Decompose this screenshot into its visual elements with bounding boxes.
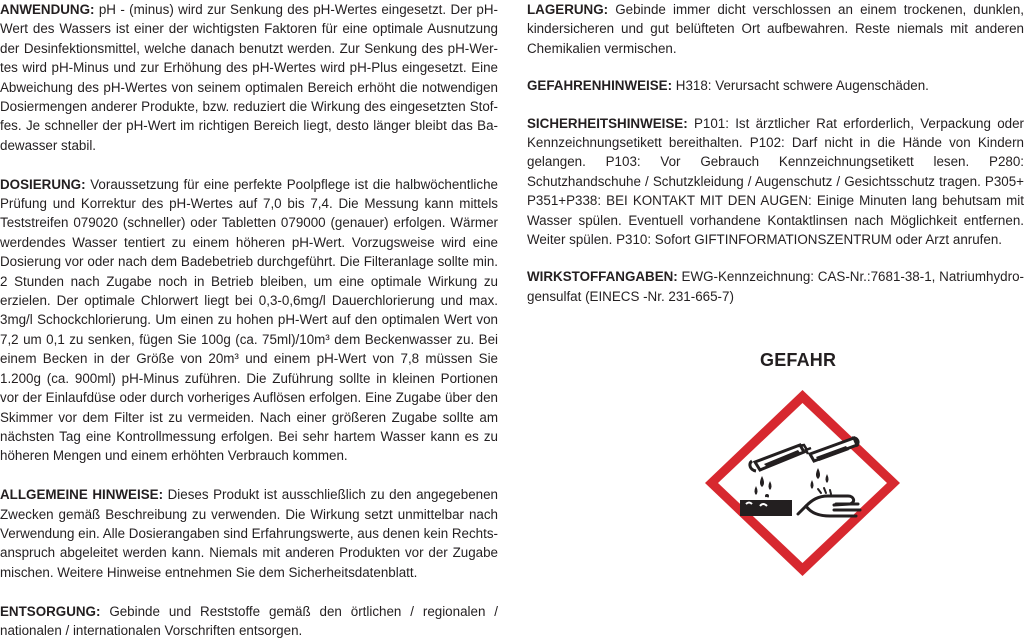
- wirkstoffangaben-heading: WIRKSTOFFANGABEN:: [527, 269, 678, 285]
- allgemeine-hinweise-paragraph: [0, 485, 498, 582]
- lagerung-heading: LAGERUNG:: [527, 2, 609, 17]
- allgemeine-hinweise-heading: ALLGEMEINE HINWEISE:: [0, 487, 164, 503]
- pictogram-background: [718, 403, 887, 563]
- right-column: [527, 0, 1024, 306]
- gefahrenhinweise-text: H318: Verursacht schwere Augenschäden.: [672, 78, 929, 94]
- dosierung-text: Voraussetzung für eine perfekte Poolpflege ist die halbwöchentliche Prüfung und Korrektur des pH-Wertes auf 7,0 bis 7,4. Die Messung kann mittels Teststreifen 079020 (schneller) oder Tabletten 079000 (genauer) erfolgen. Wärmer werdendes Wasser tentiert zu einem höheren pH-Wert. Vorzugsweise wird eine Dosierung vor oder nach dem Badebetrieb durchgeführt. Die Filteranlage sollte min. 2 Stunden nach Zugabe noch in Betrieb bleiben, um eine optimale Wirkung zu erzielen. Der optimale Chlorwert liegt bei 0,3-0,6mg/l Dauerchlorierung und max. 3mg/l Schockchlorierung. Um einen zu hohen pH-Wert auf den optimalen Wert von 7,2 um 0,1 zu senken, fügen Sie 100g (ca. 75ml)/10m³ dem Beckenwasser zu. Bei einem Becken in der Größe von 20m³ und einem pH-Wert von 7,8 müssen Sie 1.200g (ca. 900ml) pH-Minus zuführen. Die Zuführung sollte in kleinen Portionen vor der Einlaufdüse oder durch vorheriges Auflösen erfolgen. Eine Zugabe über den Skimmer vor dem Filter ist zu vermeiden. Nach einer größeren Zugabe sollte am nächsten Tag eine Kontrollmessung erfolgen. Bei sehr hartem Wasser kann es zu höheren Mengen und einem erhöhten Verbrauch kommen.: [0, 176, 498, 464]
- wirkstoffangaben-text: EWG-Kennzeichnung: CAS-Nr.:7681-38-1, Natriumhydrogensulfat (EINECS -Nr. 231-665-7): [527, 269, 1024, 304]
- signal-word: GEFAHR: [760, 350, 837, 370]
- sicherheitshinweise-paragraph: [527, 114, 1024, 250]
- entsorgung-heading: ENTSORGUNG:: [0, 603, 101, 619]
- wirkstoffangaben-paragraph: [527, 267, 1024, 306]
- dosierung-paragraph: [0, 175, 498, 466]
- lagerung-text: Gebinde immer dicht verschlossen an einem trockenen, dunklen, kindersicheren und gut belüfteten Ort aufbewahren. Reste niemals mit anderen Chemikalien vermischen.: [527, 2, 1024, 56]
- sicherheitshinweise-text: P101: Ist ärztlicher Rat erforderlich, Verpackung oder Kennzeichnungsetikett bereithalten. P102: Darf nicht in die Hände von Kindern gelangen. P103: Vor Gebrauch Kennzeichnungsetikett lesen. P280: Schutzhandschuhe / Schutzkleidung / Augenschutz / Gesichtsschutz tragen. P305+ P351+P338: BEI KONTAKT MIT DEN AUGEN: Einige Minuten lang behutsam mit Wasser spülen. Eventuell vorhandene Kontaktlinsen nach Möglichkeit entfernen. Weiter spülen. P310: Sofort GIFTINFORMATIONSZENTRUM oder Arzt anrufen.: [527, 115, 1024, 248]
- anwendung-heading: ANWENDUNG:: [0, 2, 95, 17]
- ghs05-corrosion-icon: [700, 388, 905, 578]
- left-column: [0, 0, 498, 640]
- entsorgung-text: Gebinde und Reststoffe gemäß den örtlichen / regionalen / nationalen / internationalen Vorschriften entsorgen.: [0, 603, 498, 638]
- lagerung-paragraph: [527, 0, 1024, 58]
- gefahrenhinweise-paragraph: [527, 76, 1024, 95]
- dosierung-heading: DOSIERUNG:: [0, 176, 86, 192]
- anwendung-paragraph: [0, 0, 498, 155]
- entsorgung-paragraph: [0, 602, 498, 640]
- gefahrenhinweise-heading: GEFAHRENHINWEISE:: [527, 78, 673, 94]
- sicherheitshinweise-heading: SICHERHEITSHINWEISE:: [527, 115, 688, 131]
- anwendung-text: pH - (minus) wird zur Senkung des pH-Wertes eingesetzt. Der pH-Wert des Wassers ist einer der wichtigsten Faktoren für eine optimale Ausnutzung der Desinfektionsmittel, welche danach benutzt werden. Zur Senkung des pH-Wertes wird pH-Minus und zur Erhöhung des pH-Wertes wird pH-Plus eingesetzt. Eine Abweichung des pH-Wertes von seinem optimalen Bereich erhöht die notwendigen Dosiermengen anderer Produkte, bzw. reduziert die Wirkung des eingesetzten Stoffes. Je schneller der pH-Wert im richtigen Bereich liegt, desto länger bleibt das Badewasser stabil.: [0, 2, 498, 153]
- allgemeine-hinweise-text: Dieses Produkt ist ausschließlich zu den angegebenen Zwecken gemäß Beschreibung zu verwenden. Die Wirkung setzt unmittelbar nach Verwendung ein. Alle Dosierangaben sind Erfahrungswerte, aus denen kein Rechtsanspruch abgeleitet werden kann. Niemals mit anderen Produkten vor der Zugabe mischen. Weitere Hinweise entnehmen Sie dem Sicherheitsdatenblatt.: [0, 487, 499, 580]
